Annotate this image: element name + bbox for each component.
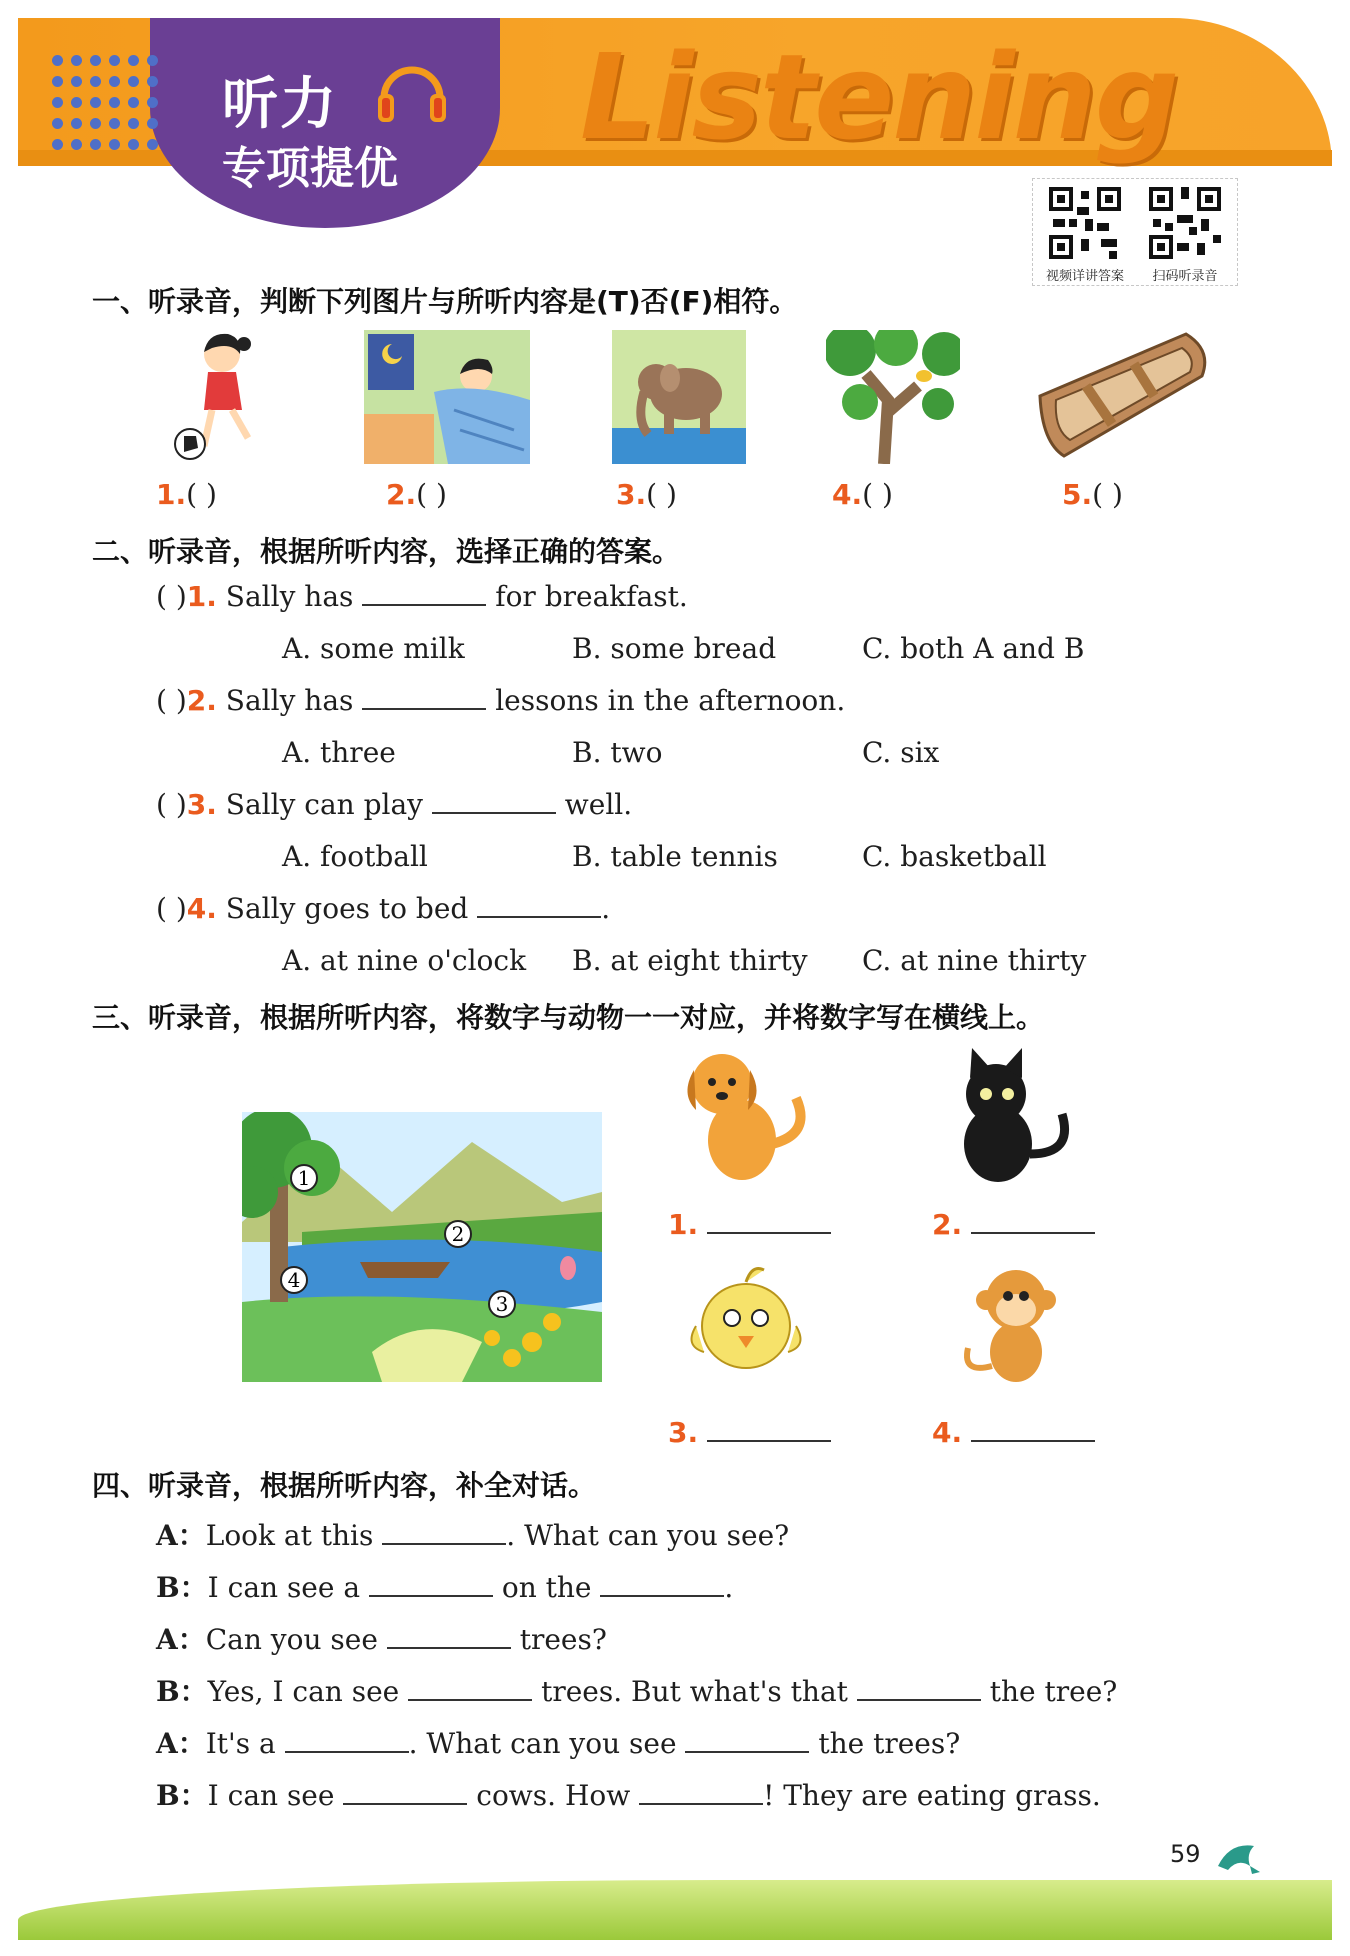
s2-q2-optB[interactable]: B. two xyxy=(572,736,663,769)
dialog-line-3 xyxy=(156,1618,607,1658)
s2-q2 xyxy=(156,684,845,717)
title-english: Listening xyxy=(580,28,1178,166)
section2-title: 二、听录音，根据所听内容，选择正确的答案。 xyxy=(92,535,681,568)
s2-q3-optA[interactable]: A. football xyxy=(282,840,428,873)
s3-animal3 xyxy=(668,1414,831,1449)
speaker: A： xyxy=(156,1519,206,1552)
section1-title: 一、听录音，判断下列图片与所听内容是(T)否(F)相符。 xyxy=(92,285,798,318)
section3-title: 三、听录音，根据所听内容，将数字与动物一一对应，并将数字写在横线上。 xyxy=(92,1001,1045,1034)
dialog-text: on the xyxy=(501,1571,592,1604)
s3-animal2-blank[interactable] xyxy=(971,1206,1095,1234)
s2-q2-blank[interactable] xyxy=(362,707,486,710)
dialog-text: Can you see xyxy=(205,1623,378,1656)
s3-animal2-num: 2. xyxy=(932,1208,963,1241)
dialog-blank[interactable] xyxy=(639,1802,763,1805)
dialog-text: trees. But what's that xyxy=(541,1675,848,1708)
s3-animal1 xyxy=(668,1206,831,1241)
s2-q1-optC[interactable]: C. both A and B xyxy=(862,632,1085,665)
wooden-boat-icon xyxy=(1036,330,1212,464)
dialog-blank[interactable] xyxy=(387,1646,511,1649)
s2-q3-blank[interactable] xyxy=(432,811,556,814)
dialog-blank[interactable] xyxy=(369,1594,493,1597)
dialog-text: trees? xyxy=(519,1623,607,1656)
s1-item4 xyxy=(832,478,893,511)
dialog-text: It's a xyxy=(205,1727,276,1760)
speaker: A： xyxy=(156,1623,206,1656)
section4-title: 四、听录音，根据所听内容，补全对话。 xyxy=(92,1469,597,1502)
yellow-bird-icon xyxy=(682,1256,812,1386)
qr-label-video: 视频详讲答案 xyxy=(1045,269,1124,284)
s2-q3-num: 3. xyxy=(186,788,217,821)
s2-q4-blank[interactable] xyxy=(477,915,601,918)
s3-animal4-num: 4. xyxy=(932,1416,963,1449)
dialog-blank[interactable] xyxy=(600,1594,724,1597)
dialog-text: ! They are eating grass. xyxy=(763,1779,1101,1812)
page-number: 59 xyxy=(1170,1840,1201,1868)
s2-q4-num: 4. xyxy=(186,892,217,925)
dialog-text: the trees? xyxy=(818,1727,961,1760)
s2-q4-optC[interactable]: C. at nine thirty xyxy=(862,944,1087,977)
dialog-line-1 xyxy=(156,1514,789,1554)
s2-q2-optA[interactable]: A. three xyxy=(282,736,396,769)
svg-text:2: 2 xyxy=(451,1222,465,1246)
dot-pattern xyxy=(48,52,178,142)
dialog-text: I can see a xyxy=(207,1571,361,1604)
dialog-text: . What can you see? xyxy=(506,1519,790,1552)
s3-animal2 xyxy=(932,1206,1095,1241)
speaker: A： xyxy=(156,1727,206,1760)
title-line2: 专项提优 xyxy=(222,143,398,194)
speaker: B： xyxy=(156,1779,208,1812)
dialog-text: Yes, I can see xyxy=(207,1675,400,1708)
dialog-text: I can see xyxy=(207,1779,335,1812)
s1-item3-bracket[interactable]: ( ) xyxy=(646,478,677,511)
scene-marker-2 xyxy=(445,1221,471,1247)
s2-q4-post: . xyxy=(601,892,611,925)
s1-item1-bracket[interactable]: ( ) xyxy=(186,478,217,511)
s2-q1-post: for breakfast. xyxy=(495,580,688,613)
scene-marker-3 xyxy=(489,1291,515,1317)
qr-label-audio: 扫码听录音 xyxy=(1152,269,1218,284)
dialog-line-2 xyxy=(156,1566,733,1606)
girl-kicking-football-icon xyxy=(168,326,278,466)
dialog-text: the tree? xyxy=(989,1675,1118,1708)
dolphin-icon xyxy=(1216,1836,1262,1876)
dialog-line-5 xyxy=(156,1722,960,1762)
s2-q1 xyxy=(156,580,688,613)
s2-q2-pre: Sally has xyxy=(225,684,354,717)
dialog-blank[interactable] xyxy=(285,1750,409,1753)
svg-text:1: 1 xyxy=(297,1166,311,1190)
dialog-blank[interactable] xyxy=(408,1698,532,1701)
s3-animal3-blank[interactable] xyxy=(707,1414,831,1442)
s2-q2-bracket[interactable]: ( ) xyxy=(156,684,187,717)
s1-item2-bracket[interactable]: ( ) xyxy=(416,478,447,511)
s2-q3-optB[interactable]: B. table tennis xyxy=(572,840,778,873)
s1-item5-bracket[interactable]: ( ) xyxy=(1092,478,1123,511)
s2-q4-pre: Sally goes to bed xyxy=(225,892,469,925)
s2-q3-post: well. xyxy=(564,788,633,821)
s2-q1-optA[interactable]: A. some milk xyxy=(282,632,465,665)
s3-animal1-num: 1. xyxy=(668,1208,699,1241)
s1-item1-num: 1. xyxy=(156,478,187,511)
s2-q4-bracket[interactable]: ( ) xyxy=(156,892,187,925)
s1-item4-num: 4. xyxy=(832,478,863,511)
s2-q3-optC[interactable]: C. basketball xyxy=(862,840,1047,873)
s2-q3 xyxy=(156,788,632,821)
speaker: B： xyxy=(156,1675,208,1708)
svg-text:4: 4 xyxy=(287,1268,301,1292)
svg-text:3: 3 xyxy=(495,1292,509,1316)
black-cat-icon xyxy=(938,1044,1078,1184)
s2-q1-optB[interactable]: B. some bread xyxy=(572,632,777,665)
footer-bar xyxy=(18,1880,1332,1940)
scene-marker-1 xyxy=(291,1165,317,1191)
bird-in-tree-icon xyxy=(826,330,960,464)
s1-item5-num: 5. xyxy=(1062,478,1093,511)
s2-q3-bracket[interactable]: ( ) xyxy=(156,788,187,821)
s2-q1-num: 1. xyxy=(186,580,217,613)
s2-q4-optA[interactable]: A. at nine o'clock xyxy=(282,944,527,977)
s2-q2-post: lessons in the afternoon. xyxy=(495,684,846,717)
s2-q3-pre: Sally can play xyxy=(225,788,423,821)
qr-code-video-icon[interactable] xyxy=(1045,183,1125,263)
s1-item4-bracket[interactable]: ( ) xyxy=(862,478,893,511)
s2-q4 xyxy=(156,892,610,925)
s3-animal4-blank[interactable] xyxy=(971,1414,1095,1442)
s1-item3 xyxy=(616,478,677,511)
s2-q4-optB[interactable]: B. at eight thirty xyxy=(572,944,808,977)
girl-sleeping-in-bed-icon xyxy=(364,330,530,464)
s2-q2-num: 2. xyxy=(186,684,217,717)
s1-item2 xyxy=(386,478,447,511)
dialog-line-4 xyxy=(156,1670,1117,1710)
qr-code-audio-icon[interactable] xyxy=(1145,183,1225,263)
headphones-icon xyxy=(372,52,452,132)
speaker: B： xyxy=(156,1571,208,1604)
scene-marker-4 xyxy=(281,1267,307,1293)
s3-animal1-blank[interactable] xyxy=(707,1206,831,1234)
s2-q1-bracket[interactable]: ( ) xyxy=(156,580,187,613)
s3-animal4 xyxy=(932,1414,1095,1449)
dialog-text: Look at this xyxy=(205,1519,374,1552)
s1-item5 xyxy=(1062,478,1123,511)
title-line1: 听力 xyxy=(222,72,338,137)
elephant-drinking-water-icon xyxy=(612,330,746,464)
dialog-blank[interactable] xyxy=(857,1698,981,1701)
s2-q1-pre: Sally has xyxy=(225,580,354,613)
s1-item3-num: 3. xyxy=(616,478,647,511)
dialog-blank[interactable] xyxy=(343,1802,467,1805)
s2-q1-blank[interactable] xyxy=(362,603,486,606)
s1-item2-num: 2. xyxy=(386,478,417,511)
s1-item1 xyxy=(156,478,217,511)
dialog-text: . xyxy=(724,1571,734,1604)
dialog-text: . What can you see xyxy=(408,1727,677,1760)
lake-scene-image xyxy=(242,1112,602,1382)
dialog-blank[interactable] xyxy=(685,1750,809,1753)
dialog-text: cows. How xyxy=(476,1779,631,1812)
dialog-line-6 xyxy=(156,1774,1101,1814)
dialog-blank[interactable] xyxy=(382,1542,506,1545)
s2-q2-optC[interactable]: C. six xyxy=(862,736,940,769)
dog-icon xyxy=(672,1044,822,1184)
monkey-icon xyxy=(952,1256,1072,1386)
s3-animal3-num: 3. xyxy=(668,1416,699,1449)
qr-panel xyxy=(1032,178,1238,286)
